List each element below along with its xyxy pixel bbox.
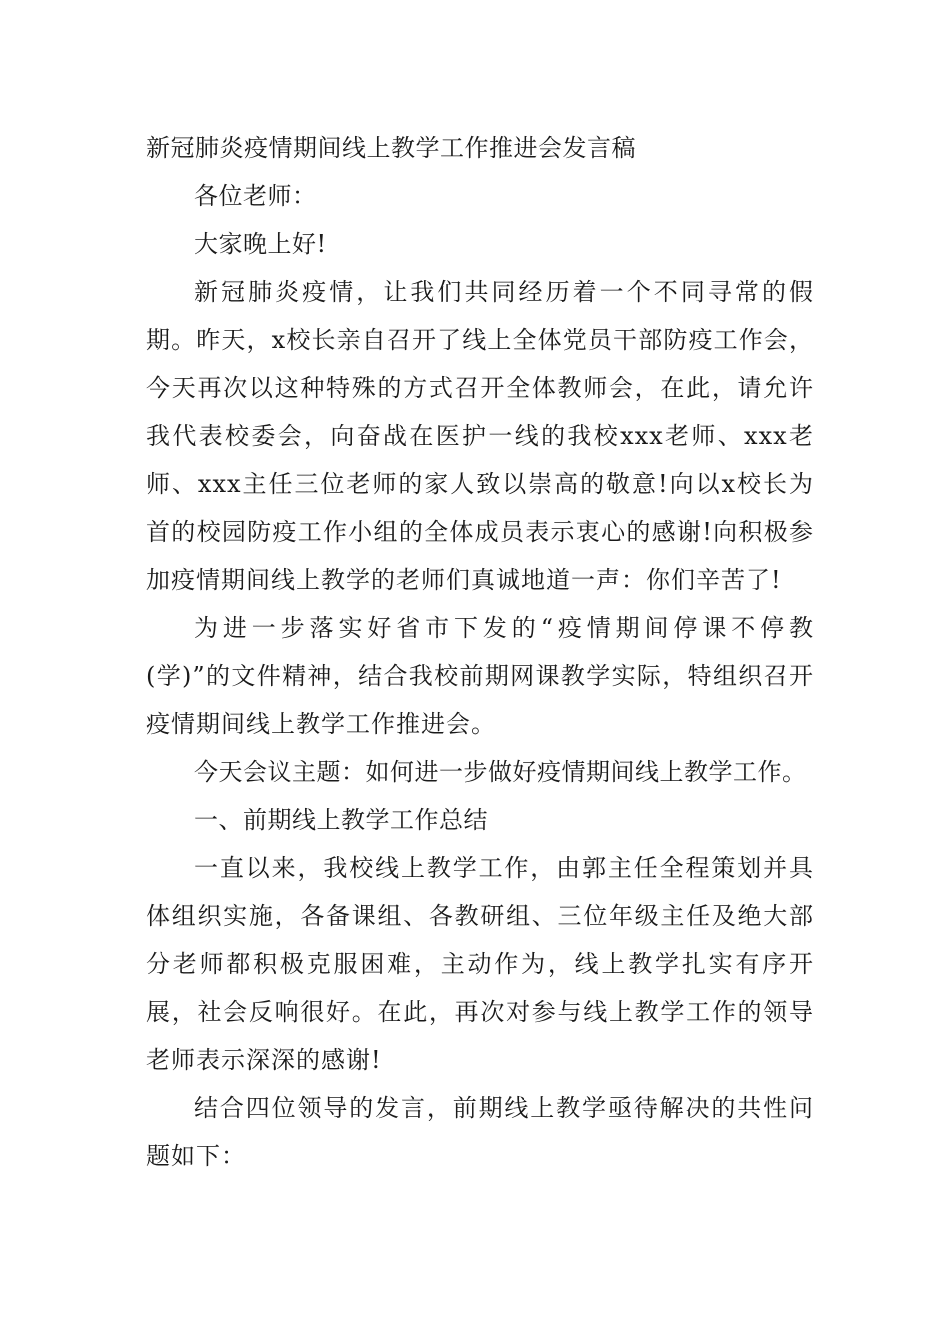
- section-heading-1: 一、前期线上教学工作总结: [194, 806, 488, 834]
- paragraph-theme: 今天会议主题：如何进一步做好疫情期间线上教学工作。: [194, 758, 807, 786]
- paragraph-summary: 一直以来，我校线上教学工作，由郭主任全程策划并具体组织实施，各备课组、各教研组、三位年级主任及绝大部分老师都积极克服困难，主动作为，线上教学扎实有序开展，社会反响很好。在此，再次对参与线上教学工作的领导老师表示深深的感谢!: [146, 854, 814, 1074]
- document-body: [146, 124, 814, 1180]
- paragraph-issues-intro: 结合四位领导的发言，前期线上教学亟待解决的共性问题如下：: [146, 1094, 814, 1170]
- paragraph-opening: 新冠肺炎疫情，让我们共同经历着一个不同寻常的假期。昨天，x校长亲自召开了线上全体党员干部防疫工作会，今天再次以这种特殊的方式召开全体教师会，在此，请允许我代表校委会，向奋战在医护一线的我校xxx老师、xxx老师、xxx主任三位老师的家人致以崇高的敬意!向以x校长为首的校园防疫工作小组的全体成员表示衷心的感谢!向积极参加疫情期间线上教学的老师们真诚地道一声：你们辛苦了!: [146, 278, 814, 594]
- salutation: 各位老师：: [194, 182, 317, 210]
- paragraph-purpose: 为进一步落实好省市下发的“疫情期间停课不停教(学)”的文件精神，结合我校前期网课教学实际，特组织召开疫情期间线上教学工作推进会。: [146, 614, 814, 738]
- document-title: 新冠肺炎疫情期间线上教学工作推进会发言稿: [146, 134, 636, 162]
- greeting: 大家晚上好!: [194, 230, 327, 258]
